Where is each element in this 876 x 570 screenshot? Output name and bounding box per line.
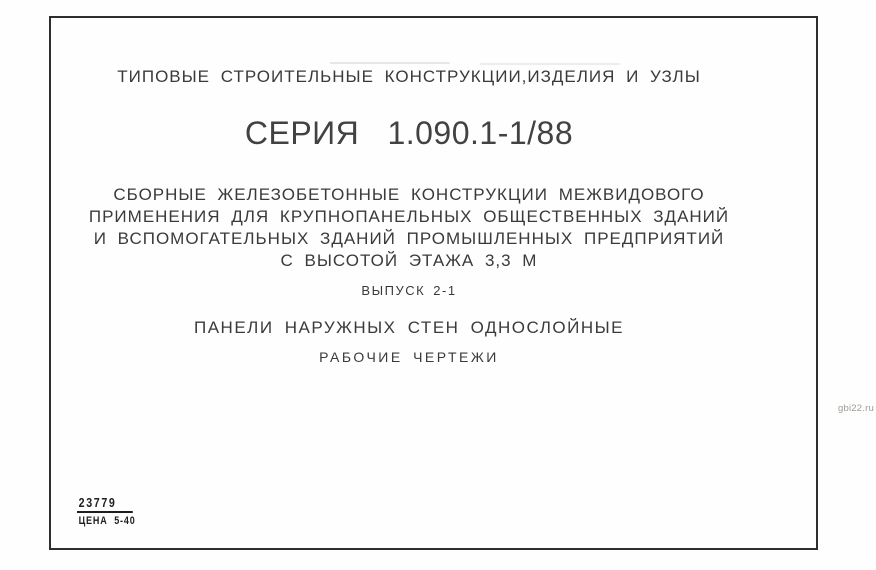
description-paragraph <box>51 184 767 272</box>
description-line: С ВЫСОТОЙ ЭТАЖА 3,3 М <box>280 251 538 270</box>
doc-type-label: РАБОЧИЕ ЧЕРТЕЖИ <box>319 349 499 365</box>
stamp-order-number: 23779 <box>77 495 133 513</box>
page-border-frame <box>49 16 818 550</box>
subject-title: ПАНЕЛИ НАРУЖНЫХ СТЕН ОДНОСЛОЙНЫЕ <box>193 318 624 337</box>
document-category-title: ТИПОВЫЕ СТРОИТЕЛЬНЫЕ КОНСТРУКЦИИ,ИЗДЕЛИЯ И УЗЛЫ <box>117 67 701 86</box>
description-line: И ВСПОМОГАТЕЛЬНЫХ ЗДАНИЙ ПРОМЫШЛЕННЫХ ПРЕДПРИЯТИЙ <box>93 229 725 248</box>
issue-label: ВЫПУСК 2-1 <box>361 283 457 298</box>
description-line: СБОРНЫЕ ЖЕЛЕЗОБЕТОННЫЕ КОНСТРУКЦИИ МЕЖВИДОВОГО <box>113 185 705 204</box>
price-stamp <box>77 494 136 527</box>
watermark-site-label: gbi22.ru <box>838 403 874 414</box>
series-title: СЕРИЯ 1.090.1-1/88 <box>244 115 574 151</box>
description-line: ПРИМЕНЕНИЯ ДЛЯ КРУПНОПАНЕЛЬНЫХ ОБЩЕСТВЕННЫХ ЗДАНИЙ <box>88 207 730 226</box>
stamp-price-label: ЦЕНА 5-40 <box>78 515 136 527</box>
